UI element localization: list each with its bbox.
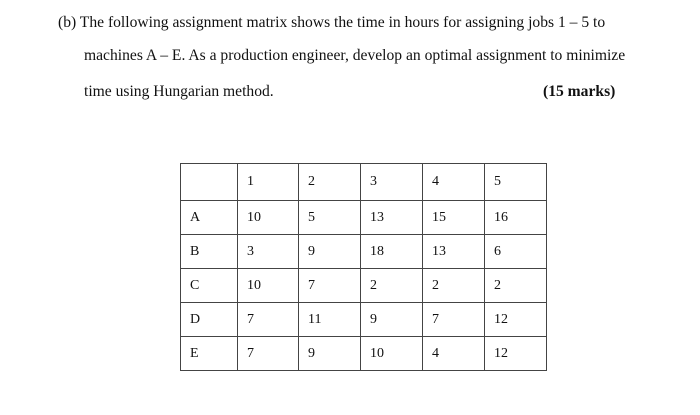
question-line-3: time using Hungarian method. (84, 83, 274, 100)
machine-label: B (181, 235, 238, 269)
time-cell: 7 (238, 303, 299, 337)
job-header: 1 (238, 164, 299, 201)
time-cell: 18 (361, 235, 423, 269)
time-cell: 4 (423, 337, 485, 371)
table-row (181, 303, 547, 337)
time-cell: 16 (485, 201, 547, 235)
machine-label: C (181, 269, 238, 303)
table-row (181, 269, 547, 303)
time-cell: 13 (423, 235, 485, 269)
time-cell: 9 (361, 303, 423, 337)
assignment-matrix (180, 163, 547, 371)
time-cell: 2 (423, 269, 485, 303)
corner-cell (181, 164, 238, 201)
time-cell: 7 (238, 337, 299, 371)
table-row (181, 337, 547, 371)
job-header: 2 (299, 164, 361, 201)
time-cell: 7 (299, 269, 361, 303)
time-cell: 9 (299, 337, 361, 371)
marks-label: (15 marks) (543, 83, 616, 100)
time-cell: 10 (238, 201, 299, 235)
machine-label: A (181, 201, 238, 235)
job-header: 5 (485, 164, 547, 201)
question-line-1: (b) The following assignment matrix shows the time in hours for assigning jobs 1 – 5 to (58, 14, 606, 31)
question-line-2: machines A – E. As a production engineer, develop an optimal assignment to minimize (84, 47, 626, 64)
job-header: 4 (423, 164, 485, 201)
time-cell: 12 (485, 337, 547, 371)
time-cell: 5 (299, 201, 361, 235)
table-row (181, 235, 547, 269)
machine-label: D (181, 303, 238, 337)
time-cell: 12 (485, 303, 547, 337)
time-cell: 15 (423, 201, 485, 235)
time-cell: 2 (485, 269, 547, 303)
time-cell: 13 (361, 201, 423, 235)
time-cell: 2 (361, 269, 423, 303)
table-header-row (181, 164, 547, 201)
time-cell: 9 (299, 235, 361, 269)
machine-label: E (181, 337, 238, 371)
time-cell: 10 (361, 337, 423, 371)
time-cell: 7 (423, 303, 485, 337)
time-cell: 11 (299, 303, 361, 337)
time-cell: 3 (238, 235, 299, 269)
table-row (181, 201, 547, 235)
time-cell: 10 (238, 269, 299, 303)
job-header: 3 (361, 164, 423, 201)
time-cell: 6 (485, 235, 547, 269)
